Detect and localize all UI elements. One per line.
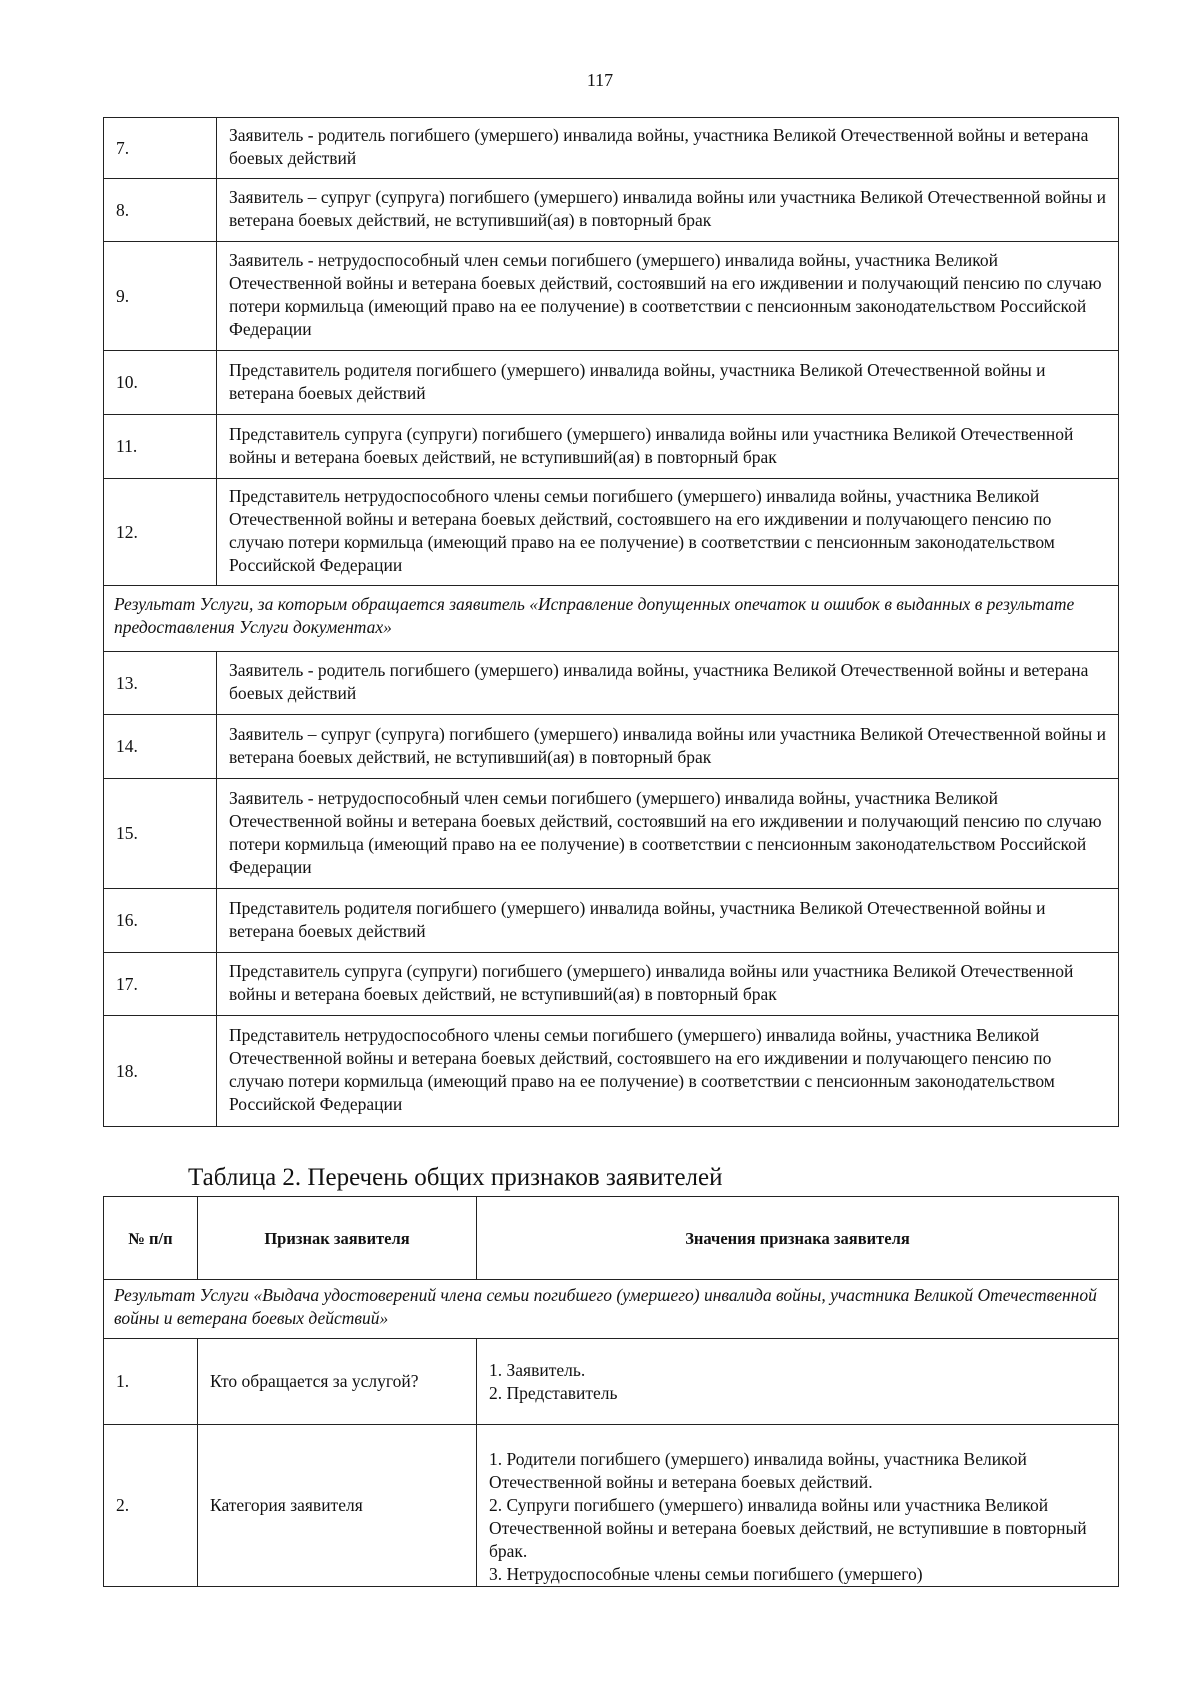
row-sign: Кто обращается за услугой? [198, 1339, 477, 1425]
row-text: Представитель нетрудоспособного члены семьи погибшего (умершего) инвалида войны, участника Великой Отечественной войны и ветерана боевых действий, состоявшего на его иждивении и получающего пенсию по случаю потери кормильца (имеющий право на ее получение) в соответствии с пенсионным законодательством Российской Федерации [217, 1016, 1119, 1127]
applicants-table [103, 117, 1119, 1127]
row-text: Представитель супруга (супруги) погибшего (умершего) инвалида войны или участника Великой Отечественной войны и ветерана боевых действий, не вступивший(ая) в повторный брак [217, 953, 1119, 1016]
row-text: Заявитель - нетрудоспособный член семьи погибшего (умершего) инвалида войны, участника Великой Отечественной войны и ветерана боевых действий, состоявший на его иждивении и получающий пенсию по случаю потери кормильца (имеющий право на ее получение) в соответствии с пенсионным законодательством Российской Федерации [217, 779, 1119, 889]
page-number: 117 [586, 70, 614, 90]
row-text: Заявитель – супруг (супруга) погибшего (умершего) инвалида войны или участника Великой Отечественной войны и ветерана боевых действий, не вступивший(ая) в повторный брак [217, 715, 1119, 779]
section-title: Результат Услуги «Выдача удостоверений члена семьи погибшего (умершего) инвалида войны, участника Великой Отечественной войны и ветерана боевых действий» [104, 1280, 1119, 1339]
applicant-signs-table [103, 1196, 1119, 1587]
row-number: 1. [104, 1339, 198, 1425]
row-sign: Категория заявителя [198, 1425, 477, 1587]
value-item: 1. Родители погибшего (умершего) инвалида войны, участника Великой Отечественной войны и ветерана боевых действий. [489, 1449, 1027, 1492]
header-sign: Признак заявителя [198, 1197, 477, 1280]
row-number: 16. [104, 889, 217, 953]
table-row [104, 479, 1119, 586]
row-number: 7. [104, 118, 217, 179]
table-row [104, 242, 1119, 351]
row-number: 9. [104, 242, 217, 351]
row-values [477, 1339, 1119, 1425]
table-row [104, 118, 1119, 179]
value-item: 3. Нетрудоспособные члены семьи погибшего (умершего) [489, 1564, 923, 1584]
row-number: 14. [104, 715, 217, 779]
row-text: Заявитель – супруг (супруга) погибшего (умершего) инвалида войны или участника Великой Отечественной войны и ветерана боевых действий, не вступивший(ая) в повторный брак [217, 179, 1119, 242]
table-row [104, 415, 1119, 479]
row-number: 11. [104, 415, 217, 479]
row-text: Представитель нетрудоспособного члены семьи погибшего (умершего) инвалида войны, участника Великой Отечественной войны и ветерана боевых действий, состоявшего на его иждивении и получающего пенсию по случаю потери кормильца (имеющий право на ее получение) в соответствии с пенсионным законодательством Российской Федерации [217, 479, 1119, 586]
row-number: 13. [104, 652, 217, 715]
row-text: Заявитель - родитель погибшего (умершего) инвалида войны, участника Великой Отечественной войны и ветерана боевых действий [217, 118, 1119, 179]
value-item: 2. Представитель [489, 1382, 618, 1403]
table-row [104, 715, 1119, 779]
table-row [104, 953, 1119, 1016]
table-row [104, 889, 1119, 953]
row-number: 15. [104, 779, 217, 889]
row-text: Представитель родителя погибшего (умершего) инвалида войны, участника Великой Отечественной войны и ветерана боевых действий [217, 351, 1119, 415]
value-item: 2. Супруги погибшего (умершего) инвалида войны или участника Великой Отечественной войны и ветерана боевых действий, не вступившие в повторный брак. [489, 1495, 1087, 1561]
row-text: Представитель родителя погибшего (умершего) инвалида войны, участника Великой Отечественной войны и ветерана боевых действий [217, 889, 1119, 953]
table-row [104, 1425, 1119, 1587]
row-text: Заявитель - родитель погибшего (умершего) инвалида войны, участника Великой Отечественной войны и ветерана боевых действий [217, 652, 1119, 715]
header-values: Значения признака заявителя [477, 1197, 1119, 1280]
table-row [104, 652, 1119, 715]
row-text: Представитель супруга (супруги) погибшего (умершего) инвалида войны или участника Великой Отечественной войны и ветерана боевых действий, не вступивший(ая) в повторный брак [217, 415, 1119, 479]
table-row [104, 351, 1119, 415]
row-number: 17. [104, 953, 217, 1016]
table-row [104, 1016, 1119, 1127]
section-title: Результат Услуги, за которым обращается заявитель «Исправление допущенных опечаток и ошибок в выданных в результате предоставления Услуги документах» [104, 586, 1119, 652]
table-row [104, 779, 1119, 889]
table-row [104, 179, 1119, 242]
row-number: 10. [104, 351, 217, 415]
row-number: 18. [104, 1016, 217, 1127]
table-row [104, 1339, 1119, 1425]
row-text: Заявитель - нетрудоспособный член семьи погибшего (умершего) инвалида войны, участника Великой Отечественной войны и ветерана боевых действий, состоявший на его иждивении и получающий пенсию по случаю потери кормильца (имеющий право на ее получение) в соответствии с пенсионным законодательством Российской Федерации [217, 242, 1119, 351]
value-item: 1. Заявитель. [489, 1359, 586, 1380]
row-values [477, 1425, 1119, 1587]
row-number: 12. [104, 479, 217, 586]
section-row [104, 586, 1119, 652]
table-2-caption: Таблица 2. Перечень общих признаков заявителей [188, 1164, 723, 1191]
row-number: 8. [104, 179, 217, 242]
row-number: 2. [104, 1425, 198, 1587]
section-row [104, 1280, 1119, 1339]
header-number: № п/п [104, 1197, 198, 1280]
header-row [104, 1197, 1119, 1280]
